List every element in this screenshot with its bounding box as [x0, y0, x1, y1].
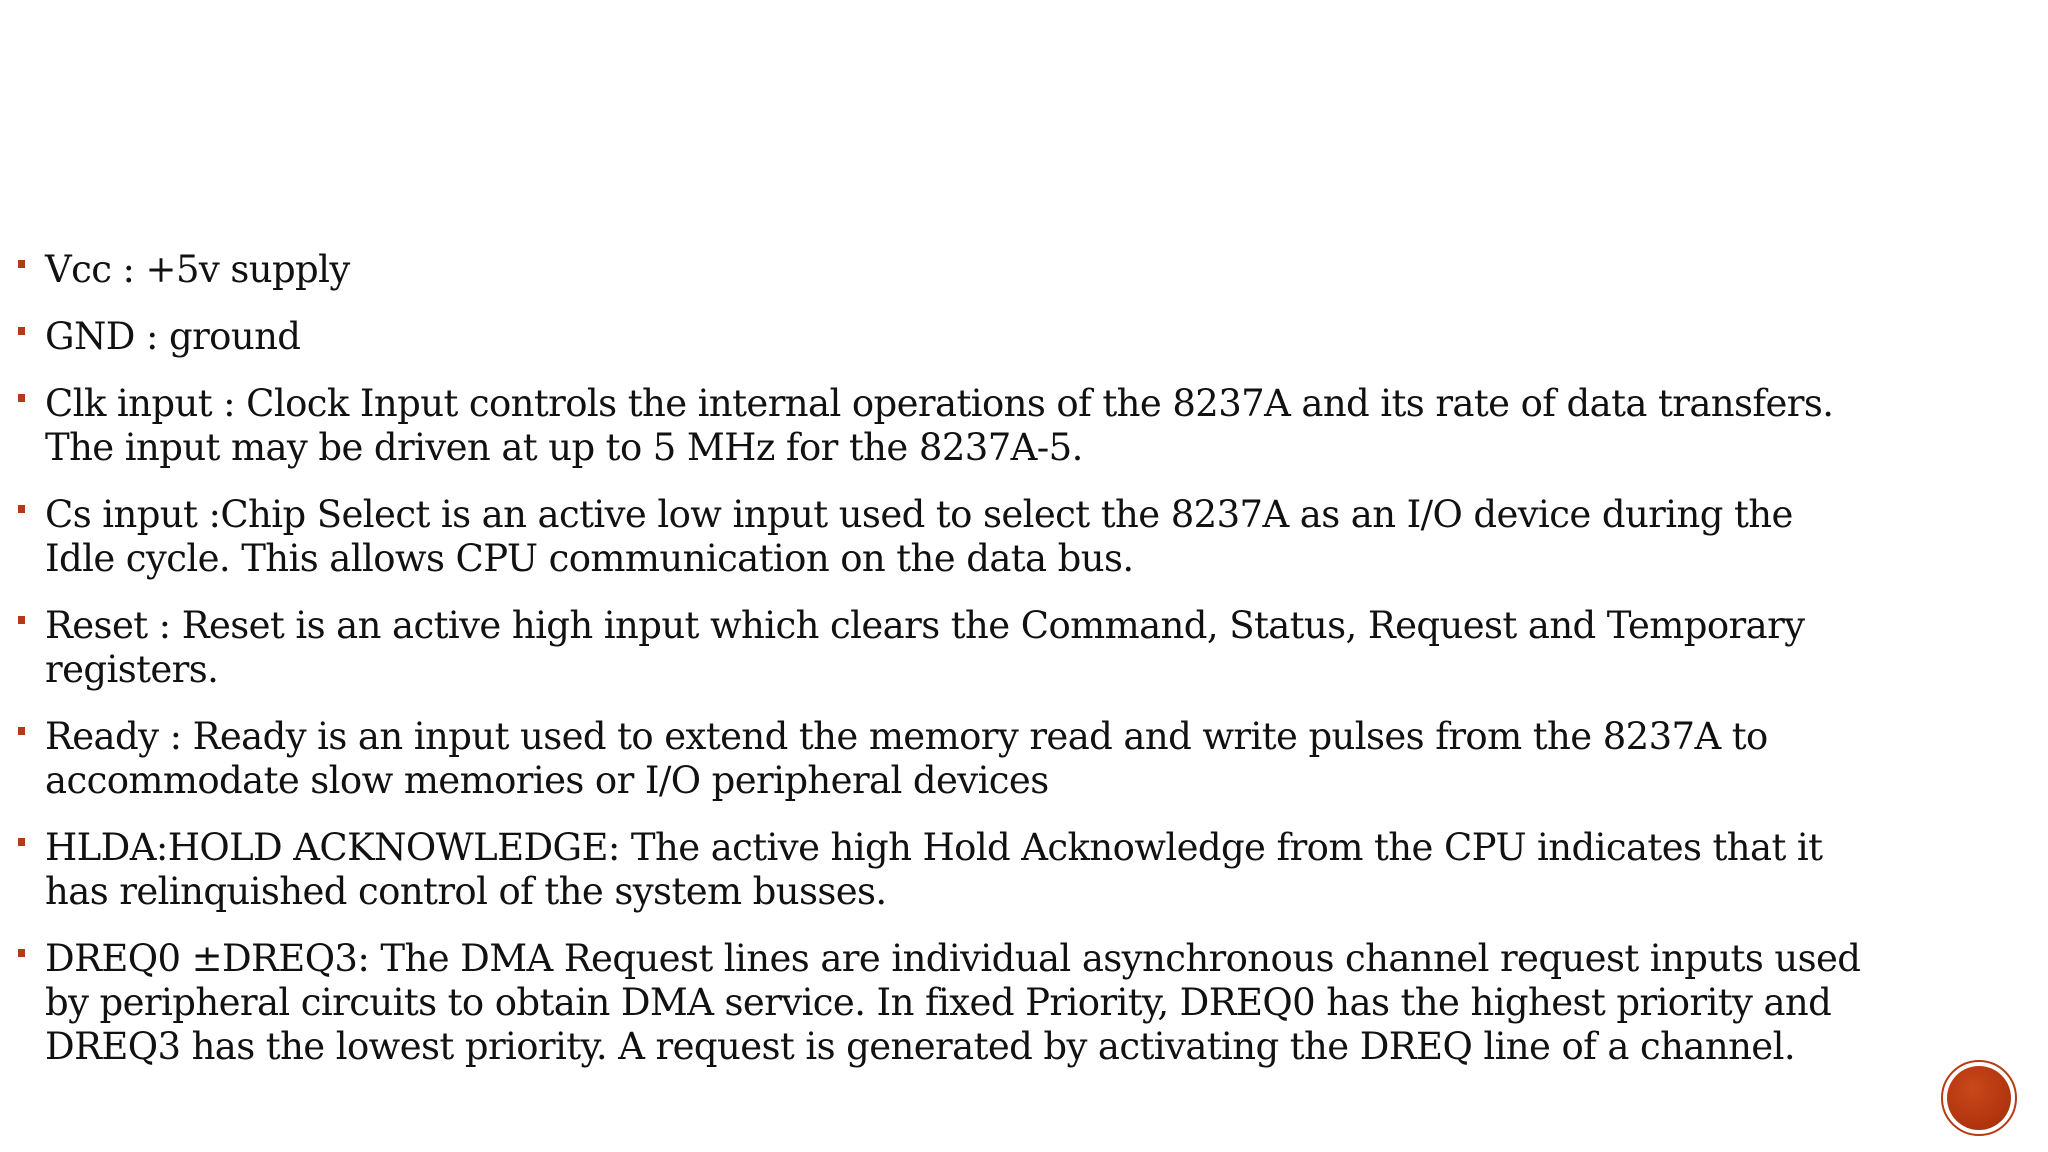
bullet-square-icon	[18, 260, 25, 268]
bullet-square-icon	[18, 616, 25, 624]
bullet-line: The input may be driven at up to 5 MHz for the 8237A-5.	[45, 426, 1083, 469]
bullet-square-icon	[18, 505, 25, 513]
bullet-item-gnd	[15, 315, 1915, 359]
bullet-line: GND : ground	[45, 315, 301, 358]
bullet-line: by peripheral circuits to obtain DMA service. In fixed Priority, DREQ0 has the highest priority and	[45, 981, 1832, 1024]
bullet-line: Clk input : Clock Input controls the internal operations of the 8237A and its rate of data transfers.	[45, 382, 1834, 425]
bullet-line: Idle cycle. This allows CPU communication on the data bus.	[45, 537, 1134, 580]
bullet-line: Cs input :Chip Select is an active low input used to select the 8237A as an I/O device during the	[45, 493, 1793, 536]
bullet-item-vcc	[15, 248, 1915, 292]
bullet-line: has relinquished control of the system busses.	[45, 870, 887, 913]
bullet-item-ready	[15, 715, 1915, 803]
bullet-line: HLDA:HOLD ACKNOWLEDGE: The active high Hold Acknowledge from the CPU indicates that it	[45, 826, 1823, 869]
slide-number-circle-icon	[1941, 1060, 2017, 1136]
bullet-square-icon	[18, 327, 25, 335]
bullet-square-icon	[18, 949, 25, 957]
bullet-line: accommodate slow memories or I/O peripheral devices	[45, 759, 1049, 802]
bullet-list	[15, 248, 1915, 1092]
bullet-line: DREQ0 ±DREQ3: The DMA Request lines are individual asynchronous channel request inputs used	[45, 937, 1861, 980]
bullet-square-icon	[18, 394, 25, 402]
bullet-line: Reset : Reset is an active high input which clears the Command, Status, Request and Temporary	[45, 604, 1805, 647]
slide-number-circle-fill	[1947, 1066, 2011, 1130]
bullet-item-hlda	[15, 826, 1915, 914]
bullet-line: DREQ3 has the lowest priority. A request is generated by activating the DREQ line of a channel.	[45, 1025, 1796, 1068]
bullet-item-cs	[15, 493, 1915, 581]
bullet-item-reset	[15, 604, 1915, 692]
bullet-item-clk	[15, 382, 1915, 470]
bullet-item-dreq	[15, 937, 1915, 1069]
bullet-square-icon	[18, 727, 25, 735]
bullet-line: registers.	[45, 648, 219, 691]
bullet-line: Ready : Ready is an input used to extend the memory read and write pulses from the 8237A to	[45, 715, 1768, 758]
bullet-line: Vcc : +5v supply	[45, 248, 350, 291]
bullet-square-icon	[18, 838, 25, 846]
